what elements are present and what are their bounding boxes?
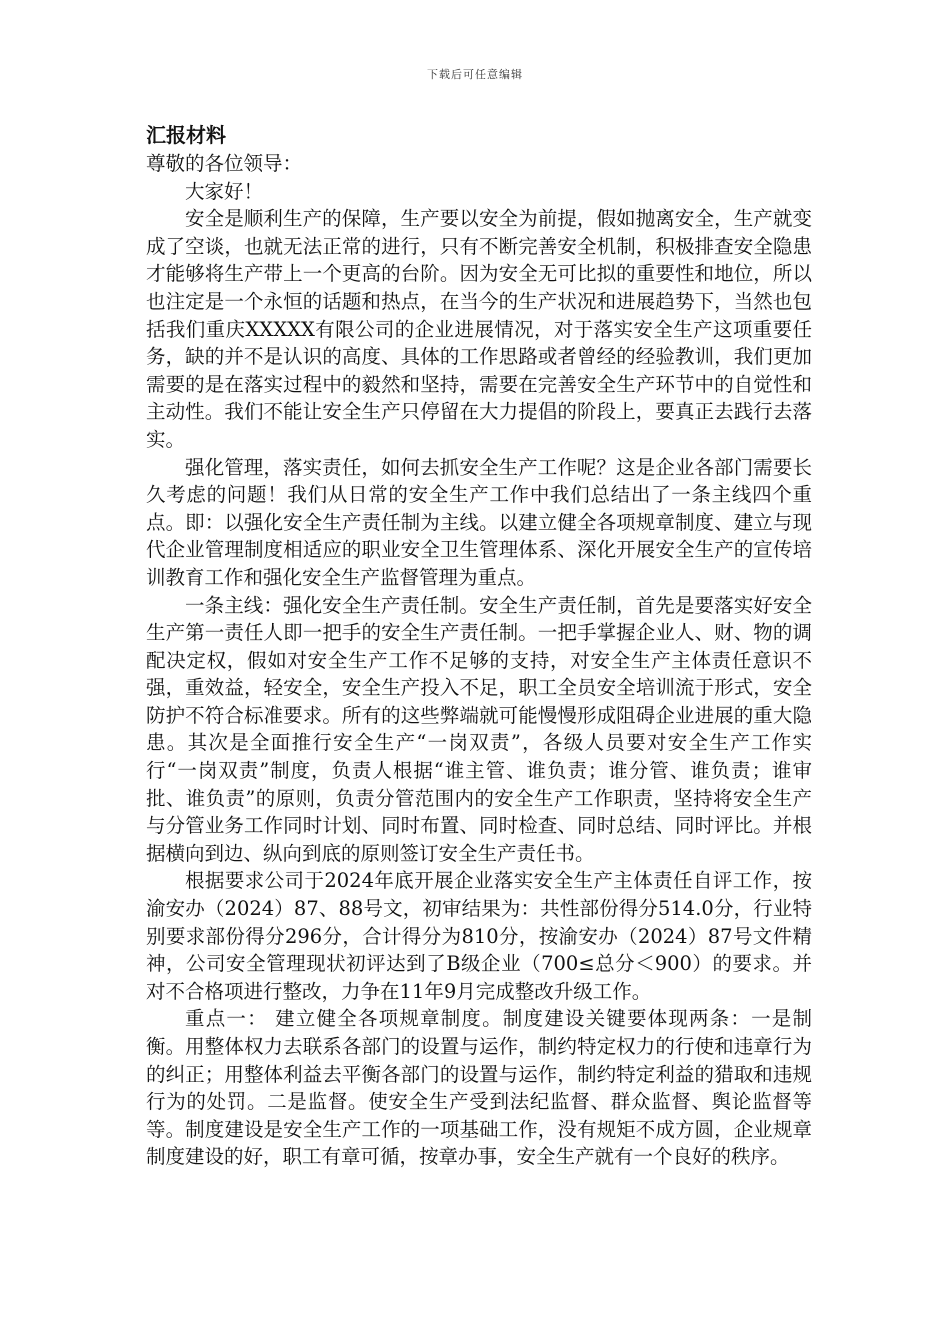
- document-body: [146, 120, 812, 1171]
- paragraph: 安全是顺利生产的保障，生产要以安全为前提，假如抛离安全，生产就变成了空谈，也就无法正常的进行，只有不断完善安全机制，积极排查安全隐患才能够将生产带上一个更高的台阶。因为安全无可比拟的重要性和地位，所以也注定是一个永恒的话题和热点，在当今的生产状况和进展趋势下，当然也包括我们重庆XXXXX有限公司的企业进展情况，对于落实安全生产这项重要任务，缺的并不是认识的高度、具体的工作思路或者曾经的经验教训，我们更加需要的是在落实过程中的毅然和坚持，需要在完善安全生产环节中的自觉性和主动性。我们不能让安全生产只停留在大力提倡的阶段上，要真正去践行去落实。: [146, 207, 812, 451]
- document-title: 汇报材料: [146, 123, 226, 147]
- salutation: 尊敬的各位领导：: [146, 152, 303, 175]
- paragraph: 根据要求公司于2024年底开展企业落实安全生产主体责任自评工作，按渝安办（2024）87、88号文，初审结果为：共性部份得分514.0分，行业特别要求部份得分296分，合计得分为810分，按渝安办（2024）87号文件精神，公司安全管理现状初评达到了B级企业（700≤总分＜900）的要求。并对不合格项进行整改，力争在11年9月完成整改升级工作。: [146, 869, 812, 1003]
- paragraph: 强化管理，落实责任，如何去抓安全生产工作呢？这是企业各部门需要长久考虑的问题！我们从日常的安全生产工作中我们总结出了一条主线四个重点。即：以强化安全生产责任制为主线。以建立健全各项规章制度、建立与现代企业管理制度相适应的职业安全卫生管理体系、深化开展安全生产的宣传培训教育工作和强化安全生产监督管理为重点。: [146, 455, 812, 589]
- paragraph: 重点一： 建立健全各项规章制度。制度建设关键要体现两条：一是制衡。用整体权力去联系各部门的设置与运作，制约特定权力的行使和违章行为的纠正；用整体利益去平衡各部门的设置与运作，制约特定利益的猎取和违规行为的处罚。二是监督。使安全生产受到法纪监督、群众监督、舆论监督等等。制度建设是安全生产工作的一项基础工作，没有规矩不成方圆，企业规章制度建设的好，职工有章可循，按章办事，安全生产就有一个良好的秩序。: [146, 1007, 812, 1169]
- header-note: 下载后可任意编辑: [427, 68, 523, 81]
- paragraph: 一条主线：强化安全生产责任制。安全生产责任制，首先是要落实好安全生产第一责任人即一把手的安全生产责任制。一把手掌握企业人、财、物的调配决定权，假如对安全生产工作不足够的支持，对安全生产主体责任意识不强，重效益，轻安全，安全生产投入不足，职工全员安全培训流于形式，安全防护不符合标准要求。所有的这些弊端就可能慢慢形成阻碍企业进展的重大隐患。其次是全面推行安全生产“一岗双责”，各级人员要对安全生产工作实行“一岗双责”制度，负责人根据“谁主管、谁负责；谁分管、谁负责；谁审批、谁负责”的原则，负责分管范围内的安全生产工作职责，坚持将安全生产与分管业务工作同时计划、同时布置、同时检查、同时总结、同时评比。并根据横向到边、纵向到底的原则签订安全生产责任书。: [146, 593, 812, 865]
- greeting: 大家好！: [185, 179, 264, 203]
